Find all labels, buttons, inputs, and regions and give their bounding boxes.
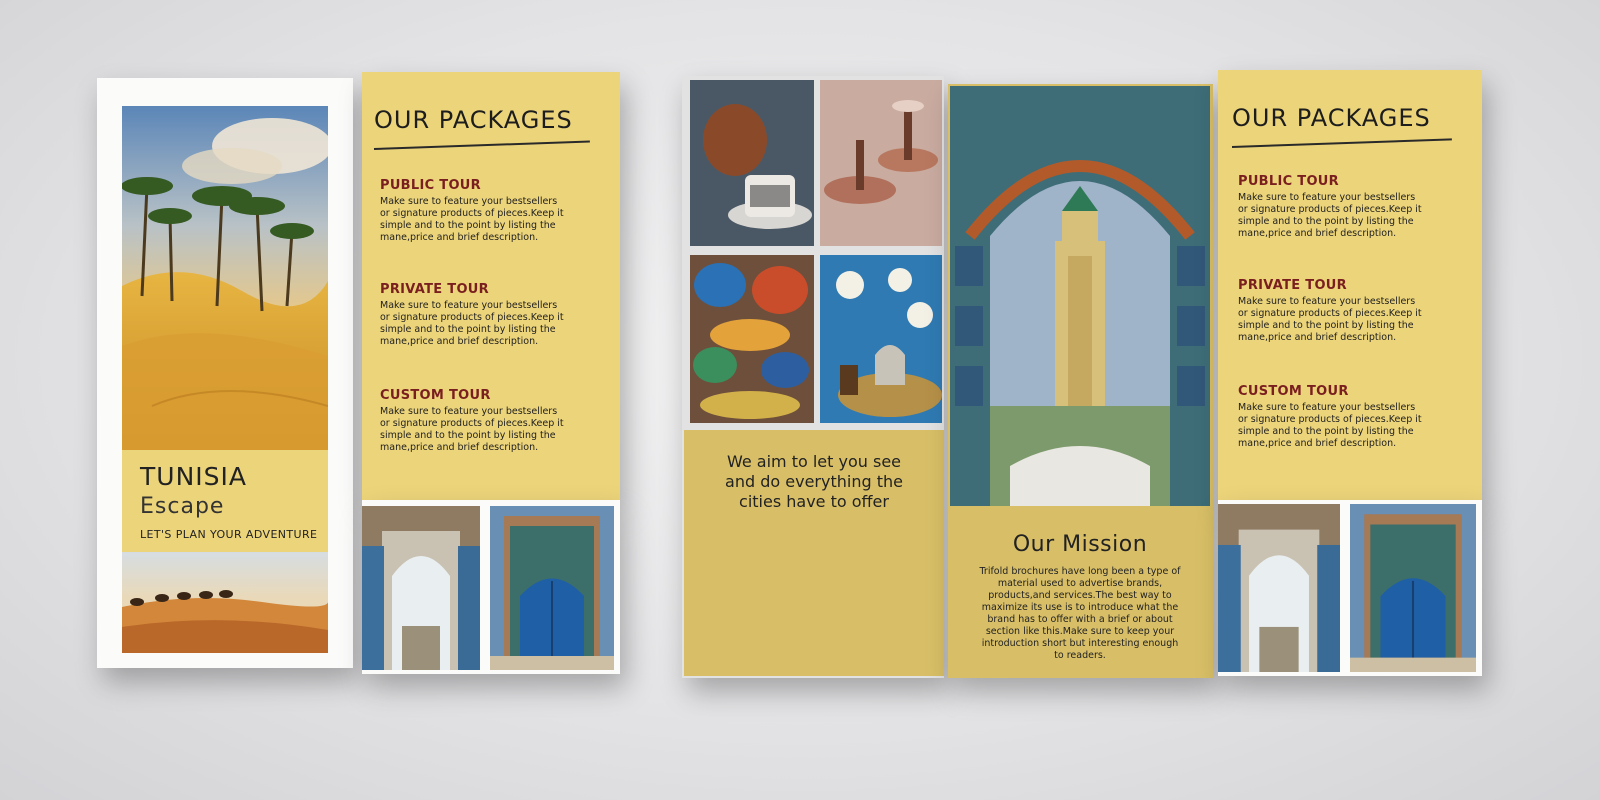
package-description: Make sure to feature your bestsellers or signature products of pieces.Keep it simple and to the point by listing the mane,price and brief description. [1238,296,1422,343]
aim-text: We aim to let you see and do everything the cities have to offer [725,452,903,511]
package-description: Make sure to feature your bestsellers or signature products of pieces.Keep it simple and to the point by listing the mane,price and brief description. [380,300,564,347]
blue-ornate-door-photo [1350,504,1476,672]
camel-caravan-photo [122,552,328,653]
package-name: CUSTOM TOUR [1238,384,1349,399]
package-name: PRIVATE TOUR [380,282,489,297]
package-name: CUSTOM TOUR [380,388,491,403]
package-name: PUBLIC TOUR [380,178,481,193]
cover-tagline: LET'S PLAN YOUR ADVENTURE [140,528,318,541]
cover-title: TUNISIA [140,462,247,491]
turkish-coffee-photo [690,80,814,246]
package-description: Make sure to feature your bestsellers or signature products of pieces.Keep it simple and to the point by listing the mane,price and brief description. [1238,402,1422,449]
blue-door-alley-photo [362,506,480,670]
pottery-photo [690,255,814,423]
package-name: PRIVATE TOUR [1238,278,1347,293]
package-name: PUBLIC TOUR [1238,174,1339,189]
mission-body: Trifold brochures have long been a type of material used to advertise brands, products,and services.The best way to maximize its use is to introduce what the brand has to offer with a brief or about section like this.Make sure to keep your introduction short but interesting enough to readers. [979,566,1181,661]
package-description: Make sure to feature your bestsellers or signature products of pieces.Keep it simple and to the point by listing the mane,price and brief description. [1238,192,1422,239]
package-description: Make sure to feature your bestsellers or signature products of pieces.Keep it simple and to the point by listing the mane,price and brief description. [380,406,564,453]
blue-door-alley-photo [1218,504,1340,672]
cover-subtitle: Escape [140,494,225,519]
mosque-arch-photo [950,86,1210,506]
mint-tea-photo [820,255,942,423]
blue-ornate-door-photo [490,506,614,670]
packages-title-left: OUR PACKAGES [374,106,573,134]
packages-title-right: OUR PACKAGES [1232,104,1431,132]
desert-palms-photo [122,106,328,450]
hookah-photo [820,80,942,246]
mission-title: Our Mission [1012,532,1148,557]
package-description: Make sure to feature your bestsellers or signature products of pieces.Keep it simple and to the point by listing the mane,price and brief description. [380,196,564,243]
